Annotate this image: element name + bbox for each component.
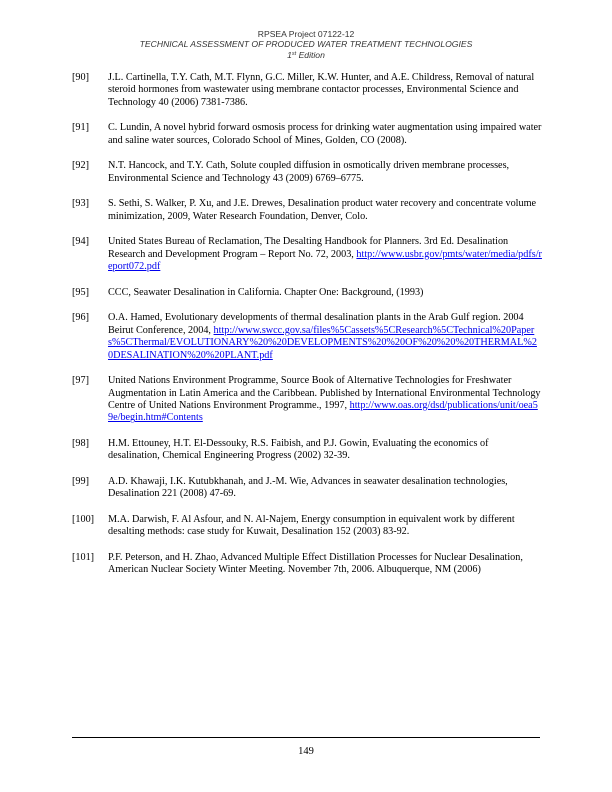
reference-number: [92] <box>72 160 89 172</box>
reference-number: [90] <box>72 72 89 83</box>
reference-item <box>72 552 542 577</box>
reference-text: J.L. Cartinella, T.Y. Cath, M.T. Flynn, G.C. Miller, K.W. Hunter, and A.E. Childress, Removal of natural steroid hormones from wastewater using membrane contactor processes, Environmental Science and Technology 40 (2006) 7381-7386. <box>108 72 535 108</box>
reference-item <box>72 198 542 223</box>
report-title: TECHNICAL ASSESSMENT OF PRODUCED WATER TREATMENT TECHNOLOGIES <box>139 39 473 49</box>
reference-number: [93] <box>72 198 89 210</box>
reference-item <box>72 72 542 109</box>
reference-item <box>72 375 542 425</box>
edition-number: 1 <box>287 50 292 60</box>
reference-number: [101] <box>72 552 95 564</box>
reference-number: [94] <box>72 236 89 248</box>
reference-text: M.A. Darwish, F. Al Asfour, and N. Al-Najem, Energy consumption in equivalent work by different desalting methods: case study for Kuwait, Desalination 152 (2003) 83-92. <box>108 514 515 538</box>
reference-item <box>72 476 542 501</box>
page-header <box>0 29 612 60</box>
reference-number: [96] <box>72 312 89 324</box>
edition-line <box>0 49 612 60</box>
reference-item <box>72 160 542 185</box>
reference-text: O.A. Hamed, Evolutionary developments of thermal desalination plants in the Arab Gulf region. 2004 Beirut Conference, 2004, <box>108 312 524 336</box>
reference-item <box>72 287 542 299</box>
reference-text: N.T. Hancock, and T.Y. Cath, Solute coupled diffusion in osmotically driven membrane processes, Environmental Science and Technology 43 (2009) 6769–6775. <box>108 160 510 184</box>
reference-text: C. Lundin, A novel hybrid forward osmosis process for drinking water augmentation using impaired water and saline water sources, Colorado School of Mines, Golden, CO (2008). <box>108 122 542 146</box>
reference-number: [97] <box>72 375 89 387</box>
reference-item <box>72 236 542 273</box>
reference-text: United Nations Environment Programme, Source Book of Alternative Technologies for Freshwater Augmentation in Latin America and the Caribbean. Published by International Environmental Technology Centre of United Nations Environment Programme., 1997, <box>108 375 541 412</box>
reference-text: United States Bureau of Reclamation, The Desalting Handbook for Planners. 3rd Ed. Desalination Research and Development Program – Report No. 72, 2003, <box>108 236 509 260</box>
reference-text: CCC, Seawater Desalination in California. Chapter One: Background, (1993) <box>108 286 424 298</box>
reference-number: [91] <box>72 122 89 134</box>
reference-text: S. Sethi, S. Walker, P. Xu, and J.E. Drewes, Desalination product water recovery and concentrate volume minimization, 2009, Water Research Foundation, Denver, Colo. <box>108 198 537 222</box>
reference-item <box>72 514 542 539</box>
reference-item <box>72 312 542 362</box>
footer-rule <box>72 737 540 738</box>
reference-link[interactable]: http://www.oas.org/dsd/publications/unit/oea59e/begin.htm#Contents <box>108 400 538 424</box>
reference-text: P.F. Peterson, and H. Zhao, Advanced Multiple Effect Distillation Processes for Nuclear Desalination, American Nuclear Society Winter Meeting. November 7th, 2006. Albuquerque, NM (2006) <box>108 552 523 576</box>
reference-text: A.D. Khawaji, I.K. Kutubkhanah, and J.-M. Wie, Advances in seawater desalination technologies, Desalination 221 (2008) 47-69. <box>108 476 508 500</box>
page-number: 149 <box>298 746 314 757</box>
project-line: RPSEA Project 07122-12 <box>257 29 355 39</box>
reference-number: [99] <box>72 476 89 488</box>
edition-superscript: st <box>291 51 297 57</box>
reference-link[interactable]: http://www.swcc.gov.sa/files%5Cassets%5CResearch%5CTechnical%20Papers%5CThermal/EVOLUTIONARY%20%20DEVELOPMENTS%20%20OF%20%20%20THERMAL%20DESALINATION%20%20PLANT.pdf <box>108 324 537 361</box>
reference-number: [95] <box>72 286 89 298</box>
reference-item <box>72 122 542 147</box>
reference-item <box>72 438 542 463</box>
reference-link[interactable]: http://www.usbr.gov/pmts/water/media/pdfs/report072.pdf <box>108 248 542 273</box>
edition-word: Edition <box>296 50 325 60</box>
reference-number: [98] <box>72 438 89 450</box>
reference-list <box>72 72 542 590</box>
reference-text: H.M. Ettouney, H.T. El-Dessouky, R.S. Faibish, and P.J. Gowin, Evaluating the economics of desalination, Chemical Engineering Progress (2002) 32-39. <box>108 438 489 462</box>
reference-number: [100] <box>72 514 95 526</box>
